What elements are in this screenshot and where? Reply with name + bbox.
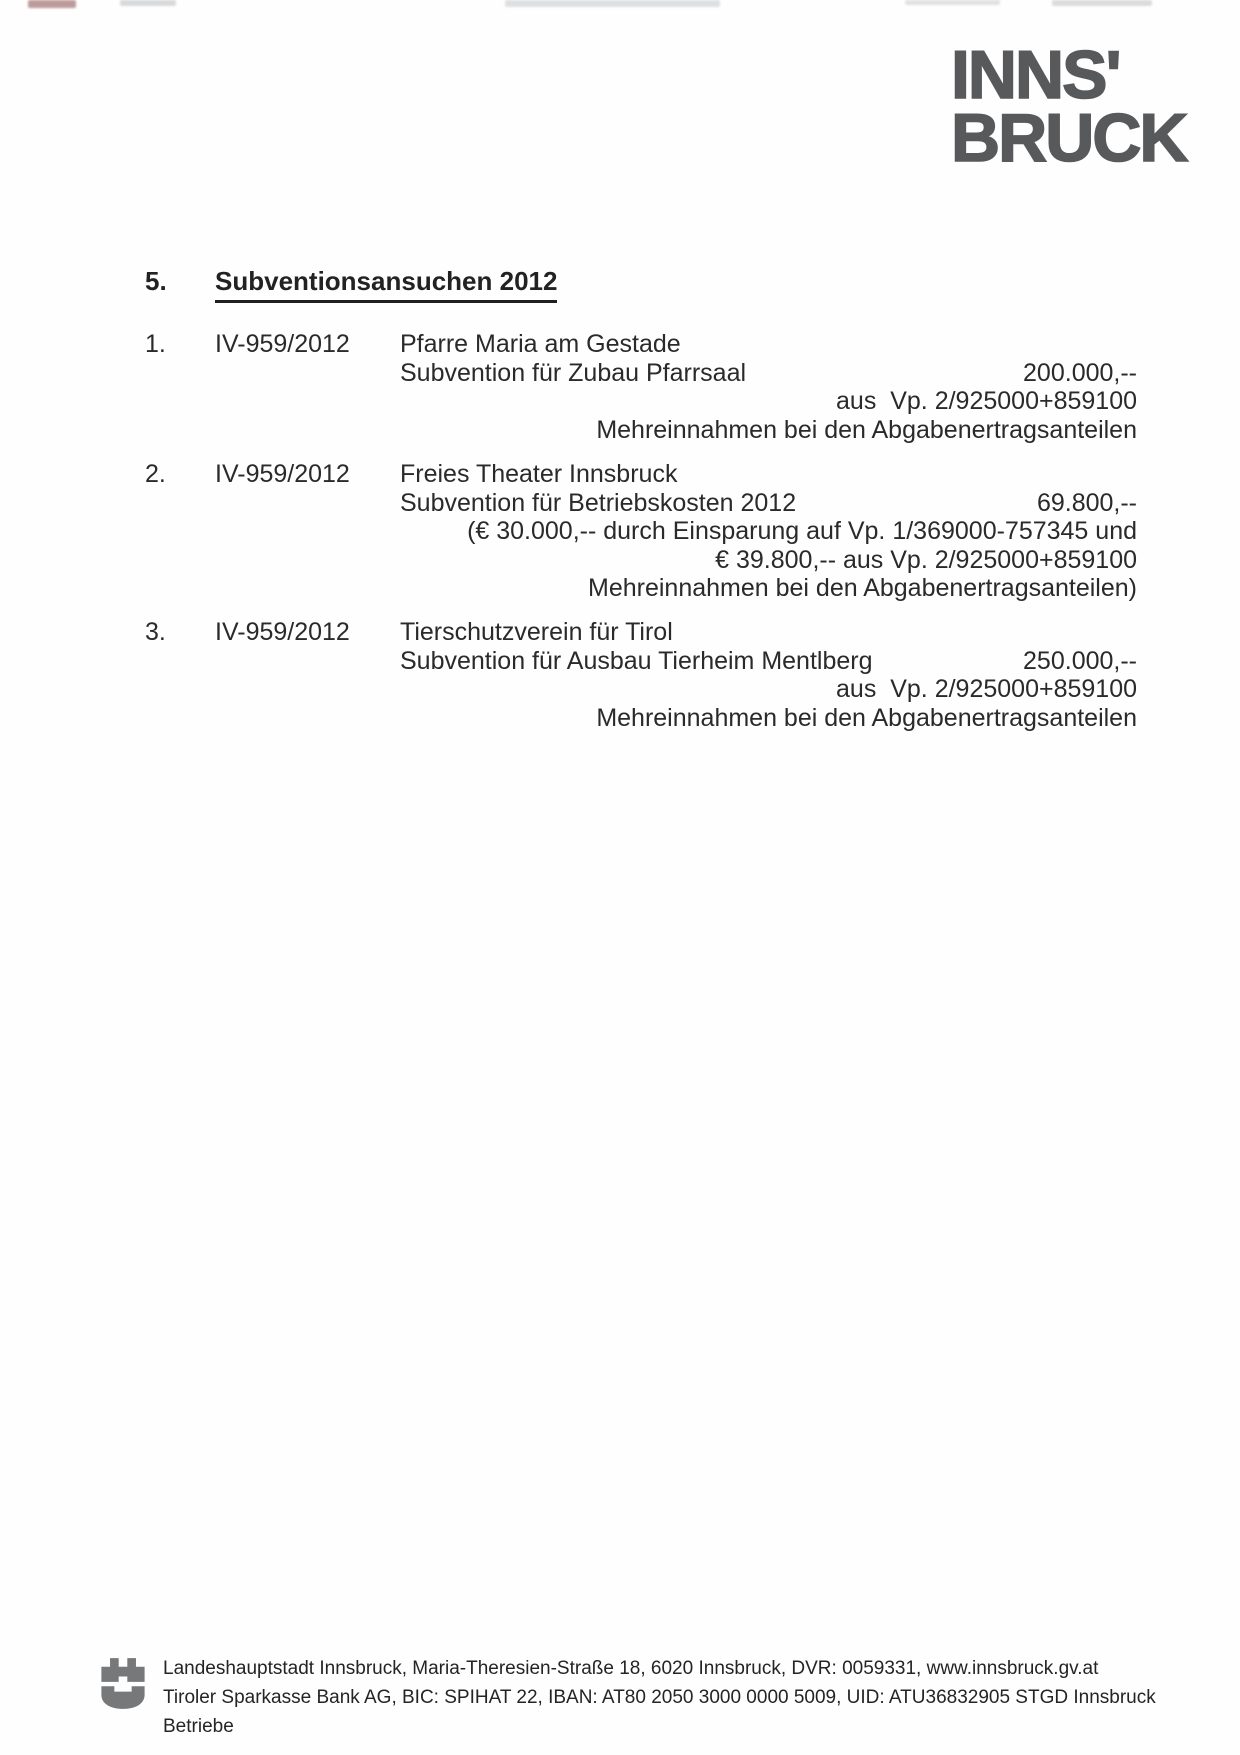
subsidy-item (145, 460, 1137, 603)
item-detail-line: aus Vp. 2/925000+859100 (836, 675, 1137, 703)
item-amount: 69.800,-- (1036, 488, 1137, 517)
scan-artifact (905, 0, 1000, 5)
footer-bank-line: Tiroler Sparkasse Bank AG, BIC: SPIHAT 22, IBAN: AT80 2050 3000 0000 5009, UID: ATU36832905 STGD Innsbruck Betriebe (163, 1687, 1156, 1737)
item-case-ref: IV-959/2012 (215, 618, 350, 646)
item-body (400, 460, 1137, 603)
subsidy-item (145, 618, 1137, 732)
item-number: 2. (145, 460, 166, 488)
item-recipient: Tierschutzverein für Tirol (400, 618, 673, 646)
item-purpose: Subvention für Zubau Pfarrsaal (400, 358, 747, 387)
item-body (400, 330, 1137, 444)
logo-line-2: BRUCK (951, 100, 1187, 176)
footer (163, 1654, 1163, 1741)
item-case-ref: IV-959/2012 (215, 460, 350, 488)
section-heading (145, 266, 557, 303)
item-detail-line: (€ 30.000,-- durch Einsparung auf Vp. 1/369000-757345 und (467, 517, 1137, 545)
logo-line-1: INNS' (951, 37, 1120, 113)
item-detail-line: Mehreinnahmen bei den Abgabenertragsanteilen) (588, 574, 1137, 602)
item-purpose: Subvention für Betriebskosten 2012 (400, 488, 797, 517)
item-purpose-row (400, 647, 1137, 676)
item-amount: 200.000,-- (1023, 358, 1137, 387)
item-number: 1. (145, 330, 166, 358)
item-recipient: Pfarre Maria am Gestade (400, 330, 681, 358)
item-detail-line: Mehreinnahmen bei den Abgabenertragsanteilen (596, 703, 1137, 732)
item-purpose-row (400, 489, 1137, 518)
item-detail-line: € 39.800,-- aus Vp. 2/925000+859100 (715, 545, 1137, 574)
item-case-ref: IV-959/2012 (215, 330, 350, 358)
item-purpose-row (400, 359, 1137, 388)
section-title: Subventionsansuchen 2012 (215, 266, 557, 303)
innsbruck-logo (951, 37, 1187, 176)
item-recipient: Freies Theater Innsbruck (400, 460, 678, 488)
subsidy-item (145, 330, 1137, 444)
item-detail-line: aus Vp. 2/925000+859100 (836, 387, 1137, 415)
scan-artifact (28, 0, 76, 8)
scan-artifact (1052, 0, 1152, 6)
footer-address-line: Landeshauptstadt Innsbruck, Maria-Theresien-Straße 18, 6020 Innsbruck, DVR: 0059331, www.innsbruck.gv.at (163, 1658, 1099, 1679)
item-purpose: Subvention für Ausbau Tierheim Mentlberg (400, 646, 873, 675)
section-number: 5. (145, 266, 167, 296)
scan-artifact (505, 0, 720, 7)
scan-artifact (120, 0, 176, 6)
item-body (400, 618, 1137, 732)
item-number: 3. (145, 618, 166, 646)
item-detail-line: Mehreinnahmen bei den Abgabenertragsanteilen (596, 415, 1137, 444)
innsbruck-coat-of-arms-icon (98, 1656, 148, 1710)
item-amount: 250.000,-- (1023, 646, 1137, 675)
